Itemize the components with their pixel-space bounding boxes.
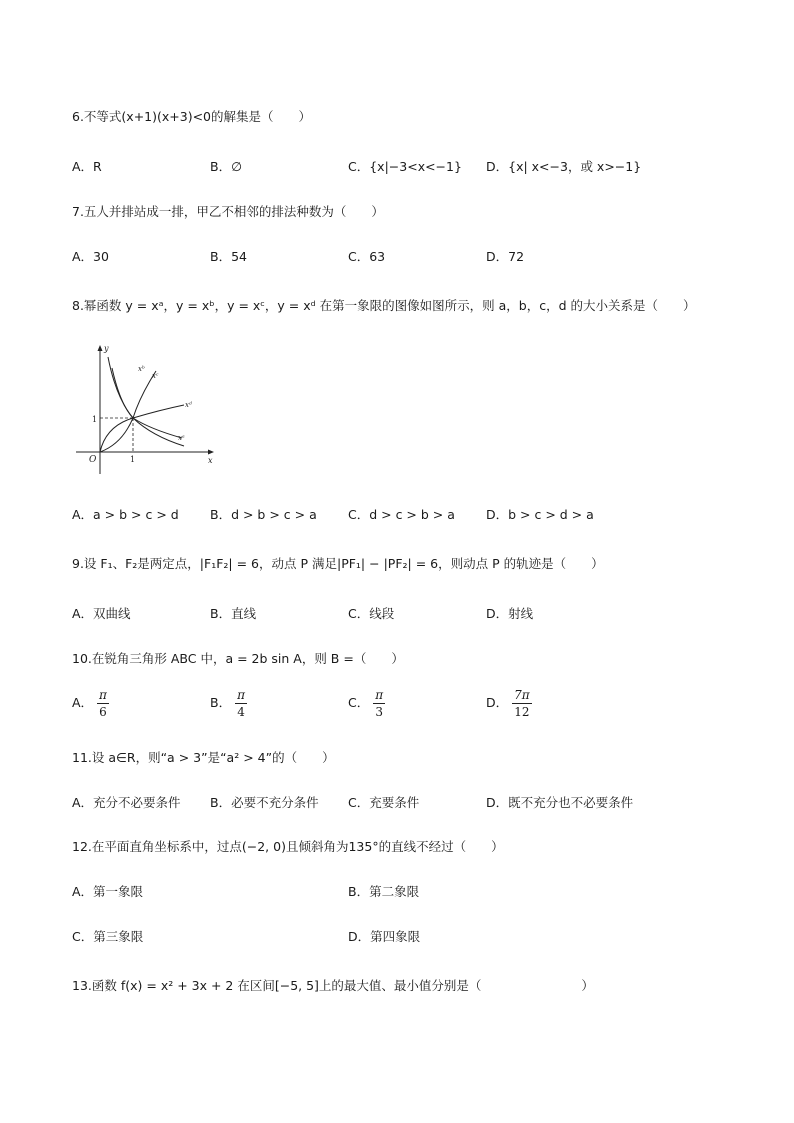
option-d: D． $\frac{7\pi}{12}$ <box>486 688 530 719</box>
label-xc: xᶜ <box>152 372 159 380</box>
option-d: D．72 <box>486 249 525 264</box>
origin-label: O <box>89 455 97 465</box>
option-c: C． $\frac{\pi}{3}$ <box>348 688 384 719</box>
option-c: C．充要条件 <box>348 795 420 810</box>
fraction: $\frac{\pi}{4}$ <box>237 688 245 719</box>
question-12-stem: 12.在平面直角坐标系中，过点(−2, 0)且倾斜角为135°的直线不经过（ ） <box>72 839 504 854</box>
option-a: A．第一象限 <box>72 884 144 899</box>
question-7-stem: 7.五人并排站成一排，甲乙不相邻的排法种数为（ ） <box>72 204 384 219</box>
x-axis-arrow <box>208 450 214 455</box>
y-axis-arrow <box>98 345 103 351</box>
label-xb: xᵇ <box>138 365 145 373</box>
fraction: $\frac{\pi}{3}$ <box>375 688 384 719</box>
label-xd: xᵈ <box>185 401 192 409</box>
x-axis-label: x <box>208 456 213 465</box>
option-c: C．d > c > b > a <box>348 507 455 522</box>
option-c: C．第三象限 <box>72 929 144 944</box>
question-11-stem: 11.设 a∈R，则“a > 3”是“a² > 4”的（ ） <box>72 750 335 765</box>
option-b: B．直线 <box>210 606 257 621</box>
y-axis-label: y <box>104 344 109 353</box>
question-9-stem: 9.设 F₁、F₂是两定点，|F₁F₂| = 6，动点 P 满足|PF₁| − |PF₂| = 6，则动点 P 的轨迹是（ ） <box>72 556 604 571</box>
option-a: A．充分不必要条件 <box>72 795 181 810</box>
option-b: B．第二象限 <box>348 884 420 899</box>
option-a: A．双曲线 <box>72 606 131 621</box>
x-tick-1: 1 <box>130 455 136 464</box>
question-13-stem: 13.函数 f(x) = x² + 3x + 2 在区间[−5, 5]上的最大值、最小值分别是（ ） <box>72 978 594 993</box>
power-function-graph <box>72 338 222 478</box>
option-d: D．b > c > d > a <box>486 507 594 522</box>
option-a: A． $\frac{\pi}{6}$ <box>72 688 107 719</box>
option-d: D．{x| x<−3，或 x>−1} <box>486 159 642 174</box>
option-b: B．54 <box>210 249 247 264</box>
question-8-stem: 8.幂函数 y = xᵃ，y = xᵇ，y = xᶜ，y = xᵈ 在第一象限的图像如图所示，则 a，b，c，d 的大小关系是（ ） <box>72 298 696 313</box>
fraction: $\frac{\pi}{6}$ <box>99 688 107 719</box>
question-10-stem: 10.在锐角三角形 ABC 中，a = 2b sin A，则 B =（ ） <box>72 651 404 666</box>
option-b: B．d > b > c > a <box>210 507 317 522</box>
option-a: A．30 <box>72 249 109 264</box>
label-xa: xᵃ <box>178 434 185 442</box>
curve-b <box>108 357 184 446</box>
option-c: C．{x|−3<x<−1} <box>348 159 462 174</box>
y-tick-1: 1 <box>92 415 98 424</box>
option-d: D．既不充分也不必要条件 <box>486 795 634 810</box>
option-d: D．射线 <box>486 606 534 621</box>
option-d: D．第四象限 <box>348 929 421 944</box>
question-6-stem: 6.不等式(x+1)(x+3)<0的解集是（ ） <box>72 109 312 124</box>
option-a: A．a > b > c > d <box>72 507 179 522</box>
option-b: B．必要不充分条件 <box>210 795 319 810</box>
option-c: C．63 <box>348 249 386 264</box>
option-a: A．R <box>72 159 102 174</box>
option-c: C．线段 <box>348 606 395 621</box>
option-b: B．∅ <box>210 159 242 174</box>
fraction: $\frac{7\pi}{12}$ <box>514 688 530 719</box>
option-b: B． $\frac{\pi}{4}$ <box>210 688 245 719</box>
